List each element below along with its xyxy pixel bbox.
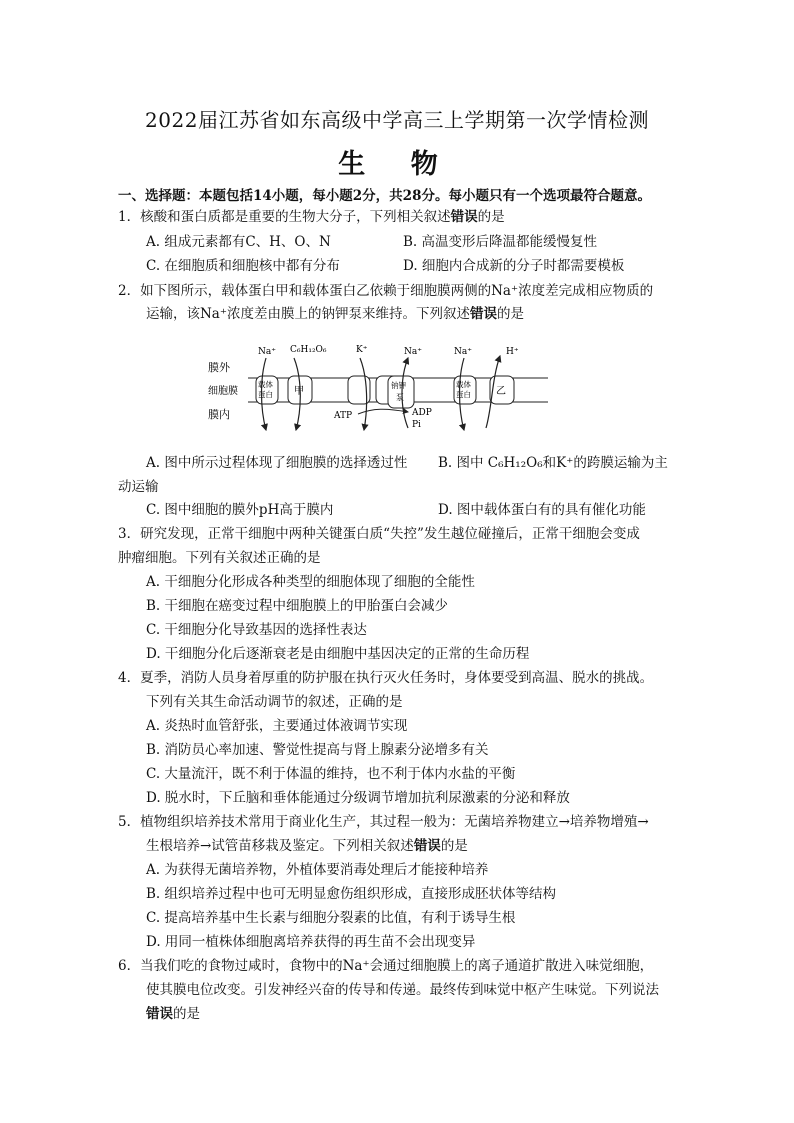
question-1-stem	[118, 208, 505, 226]
label-outside: 膜外	[208, 361, 230, 374]
q3-option-a: A. 干细胞分化形成各种类型的细胞体现了细胞的全能性	[146, 574, 475, 590]
carrier2-text-a: 载体	[456, 380, 471, 389]
label-yi: 乙	[496, 386, 506, 397]
question-3-stem-line1: 3．研究发现，正常干细胞中两种关键蛋白质“失控”发生越位碰撞后，正常干细胞会变成	[118, 526, 640, 542]
label-adp: ADP	[412, 408, 432, 418]
q1-stem-emphasis: 错误	[450, 209, 478, 225]
q6-stem-emphasis: 错误	[146, 1006, 173, 1022]
q2-option-d: D. 图中载体蛋白有的具有催化功能	[438, 502, 646, 518]
carrier1-text-a: 载体	[258, 380, 273, 389]
label-h: H⁺	[506, 347, 519, 357]
label-pi: Pi	[412, 420, 421, 430]
label-na-3: Na⁺	[454, 347, 472, 357]
q2-stem-end: 的是	[497, 306, 524, 322]
q4-option-b: B. 消防员心率加速、警觉性提高与肾上腺素分泌增多有关	[146, 742, 489, 758]
label-jia: 甲	[294, 386, 304, 397]
label-glucose: C₆H₁₂O₆	[290, 345, 327, 355]
q2-option-b-continued: 动运输	[118, 479, 159, 495]
question-5-stem-line1: 5．植物组织培养技术常用于商业化生产，其过程一般为：无菌培养物建立→培养物增殖→	[118, 814, 649, 830]
question-2-stem-line1: 2．如下图所示，载体蛋白甲和载体蛋白乙依赖于细胞膜两侧的Na⁺浓度差完成相应物质的	[118, 283, 654, 299]
q1-option-c: C. 在细胞质和细胞核中都有分布	[146, 258, 340, 274]
question-4-stem-line2: 下列有关其生命活动调节的叙述，正确的是	[146, 694, 403, 710]
q4-option-d: D. 脱水时，下丘脑和垂体能通过分级调节增加抗利尿激素的分泌和释放	[146, 790, 570, 806]
question-3-stem-line2: 肿瘤细胞。下列有关叙述正确的是	[118, 550, 321, 566]
question-2-stem-line2	[146, 305, 524, 323]
question-6-stem-line3	[146, 1005, 200, 1023]
question-6-stem-line1: 6．当我们吃的食物过咸时，食物中的Na⁺会通过细胞膜上的离子通道扩散进入味觉细胞，	[118, 958, 654, 974]
question-6-stem-line2: 使其膜电位改变。引发神经兴奋的传导和传递。最终传到味觉中枢产生味觉。下列说法	[146, 982, 659, 998]
arrow-atp-hydrolysis	[358, 409, 408, 414]
carrier1-text-b: 蛋白	[258, 390, 273, 399]
pump-text-a: 钠钾	[391, 381, 406, 390]
label-na-2: Na⁺	[404, 347, 422, 357]
q1-option-b: B. 高温变形后降温都能缓慢复性	[403, 234, 598, 250]
membrane-transport-diagram	[208, 338, 548, 438]
question-5-stem-line2	[146, 837, 468, 855]
q1-option-d: D. 细胞内合成新的分子时都需要模板	[403, 258, 625, 274]
q2-stem-emphasis: 错误	[470, 306, 497, 322]
subject-title: 生 物	[338, 149, 456, 180]
exam-title: 2022届江苏省如东高级中学高三上学期第一次学情检测	[145, 108, 649, 132]
q3-option-b: B. 干细胞在癌变过程中细胞膜上的甲胎蛋白会减少	[146, 598, 449, 614]
q2-option-a: A. 图中所示过程体现了细胞膜的选择透过性	[146, 455, 408, 471]
q3-option-c: C. 干细胞分化导致基因的选择性表达	[146, 622, 367, 638]
question-4-stem-line1: 4．夏季，消防人员身着厚重的防护服在执行灭火任务时，身体要受到高温、脱水的挑战。	[118, 670, 654, 686]
q2-option-c: C. 图中细胞的膜外pH高于膜内	[146, 502, 334, 518]
pump-text-b: 泵	[396, 393, 404, 402]
q4-option-c: C. 大量流汗，既不利于体温的维持，也不利于体内水盐的平衡	[146, 766, 516, 782]
q2-option-b: B. 图中 C₆H₁₂O₆和K⁺的跨膜运输为主	[438, 455, 668, 471]
section-heading: 一、选择题：本题包括14小题，每小题2分，共28分。每小题只有一个选项最符合题意。	[118, 188, 651, 204]
q1-stem-end: 的是	[477, 209, 505, 225]
q5-stem-text: 生根培养→试管苗移栽及鉴定。下列相关叙述	[146, 838, 414, 854]
q5-option-b: B. 组织培养过程中也可无明显愈伤组织形成，直接形成胚状体等结构	[146, 886, 557, 902]
q5-option-d: D. 用同一植株体细胞离培养获得的再生苗不会出现变异	[146, 934, 476, 950]
q4-option-a: A. 炎热时血管舒张，主要通过体液调节实现	[146, 718, 408, 734]
carrier2-text-b: 蛋白	[456, 390, 471, 399]
q3-option-d: D. 干细胞分化后逐渐衰老是由细胞中基因决定的正常的生命历程	[146, 646, 530, 662]
label-k: K⁺	[356, 345, 368, 355]
q5-stem-end: 的是	[440, 838, 468, 854]
q1-stem-text: 1．核酸和蛋白质都是重要的生物大分子，下列相关叙述	[118, 209, 451, 225]
label-inside: 膜内	[208, 408, 230, 421]
q5-option-c: C. 提高培养基中生长素与细胞分裂素的比值，有利于诱导生根	[146, 910, 516, 926]
label-na-1: Na⁺	[258, 347, 276, 357]
label-atp: ATP	[334, 411, 353, 421]
q1-option-a: A. 组成元素都有C、H、O、N	[146, 234, 331, 250]
label-membrane: 细胞膜	[208, 386, 238, 397]
q5-option-a: A. 为获得无菌培养物，外植体要消毒处理后才能接种培养	[146, 862, 489, 878]
q2-stem-text: 运输，该Na⁺浓度差由膜上的钠钾泵来维持。下列叙述	[146, 306, 470, 322]
q5-stem-emphasis: 错误	[413, 838, 441, 854]
q6-stem-end: 的是	[173, 1006, 200, 1022]
